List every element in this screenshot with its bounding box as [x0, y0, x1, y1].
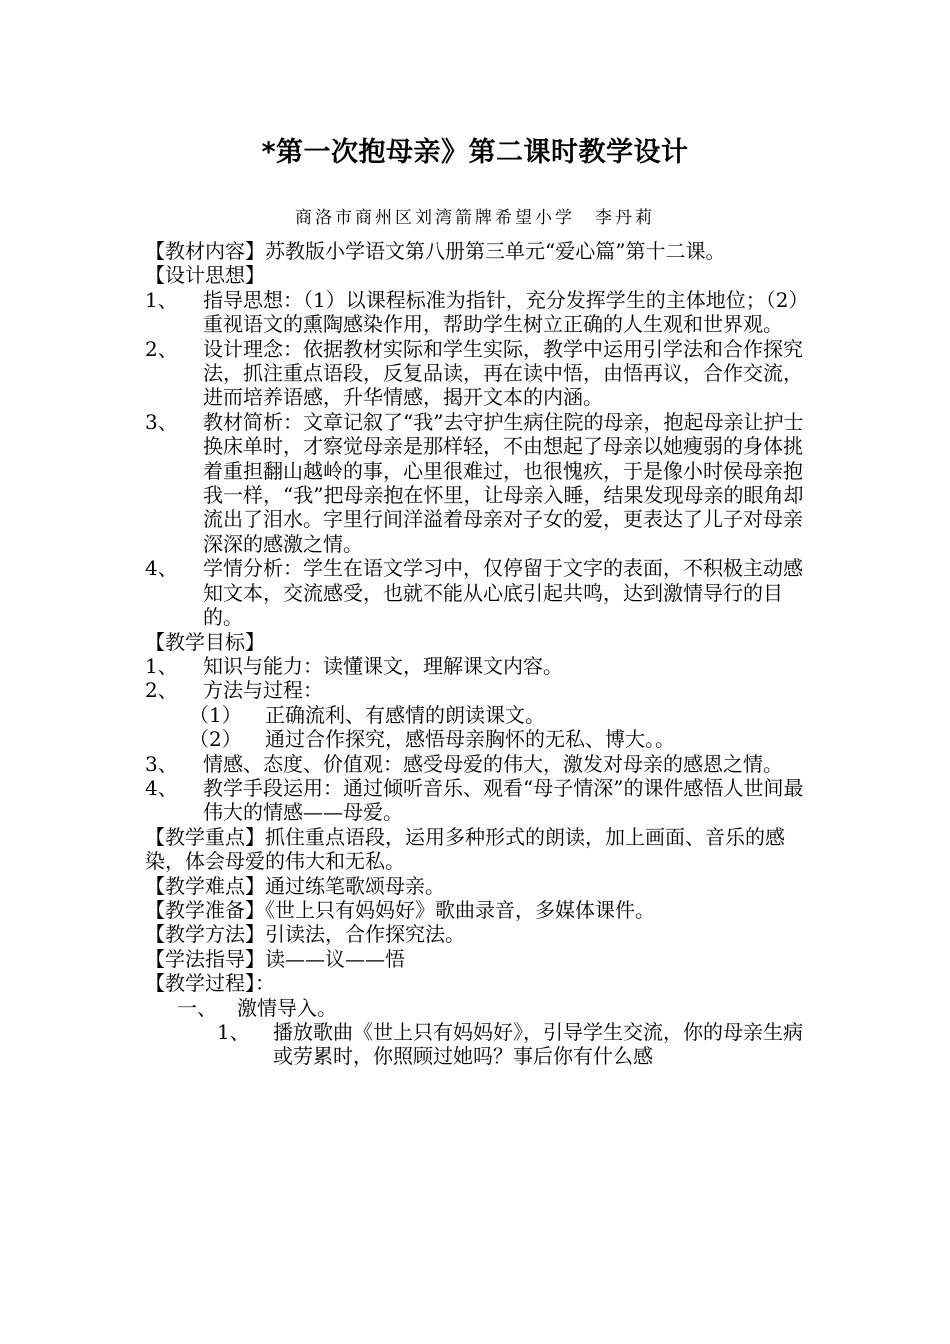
difficulty-paragraph: 【教学难点】通过练笔歌颂母亲。 [145, 873, 445, 898]
item-number: 4、 [145, 775, 178, 800]
goal-subitem [145, 727, 810, 751]
item-text: 知识与能力：读懂课文，理解课文内容。 [203, 653, 563, 678]
author-line: 商洛市商州区刘湾箭牌希望小学 李丹莉 [295, 208, 655, 228]
item-number: 4、 [145, 556, 178, 581]
design-heading: 【设计思想】 [145, 263, 265, 288]
substep-text: 播放歌曲《世上只有妈妈好》，引导学生交流，你的母亲生病或劳累时，你照顾过她吗？事后你有什么感 [273, 1020, 803, 1069]
subitem-number: （2） [189, 727, 242, 752]
step-text: 激情导入。 [237, 995, 337, 1020]
design-item [145, 288, 810, 337]
methods-paragraph: 【教学方法】引读法，合作探究法。 [145, 922, 465, 947]
item-number: 2、 [145, 336, 178, 361]
item-text: 情感、态度、价值观：感受母爱的伟大，激发对母亲的感恩之情。 [203, 751, 783, 776]
item-number: 1、 [145, 653, 178, 678]
item-text: 设计理念：依据教材实际和学生实际，教学中运用引学法和合作探究法，抓注重点语段，反复品读，再在读中悟，由悟再议，合作交流，进而培养语感，升华情感，揭开文本的内涵。 [203, 336, 803, 410]
item-number: 2、 [145, 678, 178, 703]
item-number: 3、 [145, 409, 178, 434]
item-text: 指导思想：（1）以课程标准为指针，充分发挥学生的主体地位；（2）重视语文的熏陶感染作用，帮助学生树立正确的人生观和世界观。 [203, 287, 809, 337]
subitem-text: 正确流利、有感情的朗读课文。 [265, 702, 545, 727]
guidance-paragraph: 【学法指导】读——议——悟 [145, 946, 405, 971]
step-number: 一、 [177, 995, 217, 1020]
subitem-number: （1） [189, 702, 242, 727]
textbook-paragraph: 【教材内容】苏教版小学语文第八册第三单元“爱心篇”第十二课。 [145, 239, 726, 263]
document-title: *第一次抱母亲》第二课时教学设计 [261, 137, 689, 168]
item-text: 教学手段运用：通过倾听音乐、观看“母子情深”的课件感悟人世间最伟大的情感——母爱。 [203, 775, 804, 825]
goal-item [145, 678, 810, 702]
design-item [145, 410, 810, 556]
item-text: 学情分析：学生在语文学习中，仅停留于文字的表面，不积极主动感知文本，交流感受，也就不能从心底引起共鸣，达到激情导行的目的。 [203, 556, 803, 630]
goal-subitem [145, 703, 810, 727]
goal-item [145, 752, 810, 776]
process-substep [145, 1020, 810, 1069]
process-step [145, 996, 810, 1020]
design-item [145, 337, 810, 410]
process-heading: 【教学过程】： [145, 971, 275, 996]
substep-number: 1、 [217, 1020, 250, 1044]
design-item [145, 556, 810, 629]
item-text: 教材简析：文章记叙了“我”去守护生病住院的母亲，抱起母亲让护士换床单时，才察觉母亲是那样轻，不由想起了母亲以她瘦弱的身体挑着重担翻山越岭的事，心里很难过，也很愧疚，于是像小时侯母亲抱我一样，“我”把母亲抱在怀里，让母亲入睡，结果发现母亲的眼角却流出了泪水。字里行间洋溢着母亲对子女的爱，更表达了儿子对母亲深深的感激之情。 [203, 409, 804, 556]
document-body [145, 239, 810, 1069]
goal-item [145, 776, 810, 825]
key-point-paragraph: 【教学重点】抓住重点语段，运用多种形式的朗读，加上画面、音乐的感染，体会母爱的伟大和无私。 [145, 824, 785, 874]
item-text: 方法与过程： [203, 678, 323, 703]
subitem-text: 通过合作探究，感悟母亲胸怀的无私、博大。。 [265, 727, 675, 752]
item-number: 1、 [145, 287, 178, 312]
goal-item [145, 654, 810, 678]
goals-heading: 【教学目标】 [145, 629, 265, 654]
preparation-paragraph: 【教学准备】《世上只有妈妈好》歌曲录音，多媒体课件。 [145, 897, 655, 922]
item-number: 3、 [145, 751, 178, 776]
